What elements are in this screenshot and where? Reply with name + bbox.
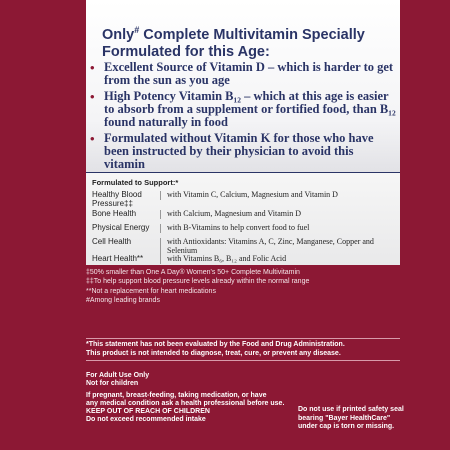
warning-reach: KEEP OUT OF REACH OF CHILDREN [86, 408, 210, 415]
benefit-text: Excellent Source of Vitamin D – which is harder to get from the sun as you age [104, 60, 394, 87]
warning-adult: For Adult Use Only [86, 372, 150, 379]
warnings [86, 372, 286, 424]
support-value: with Vitamin C, Calcium, Magnesium and Vitamin D [160, 191, 401, 200]
seal-warning [298, 406, 418, 432]
warning-pregnant: any medical condition ask a health professional before use. [86, 400, 285, 407]
seal-line: under cap is torn or missing. [298, 423, 395, 430]
benefit-list [90, 61, 396, 174]
fda-line: *This statement has not been evaluated by the Food and Drug Administration. [86, 341, 345, 348]
support-value: with Calcium, Magnesium and Vitamin D [160, 210, 401, 219]
support-value: with B-Vitamins to help convert food to fuel [160, 224, 401, 233]
warning-pregnant: If pregnant, breast-feeding, taking medication, or have [86, 392, 267, 399]
footnote: **Not a replacement for heart medications [86, 287, 216, 295]
support-label: Healthy Blood Pressure‡‡ [92, 190, 142, 208]
bullet-icon: • [90, 131, 95, 146]
footnote: #Among leading brands [86, 297, 160, 305]
support-heading: Formulated to Support:* [92, 178, 179, 187]
support-label: Physical Energy [92, 223, 150, 232]
footnote: ‡‡To help support blood pressure levels already within the normal range [86, 278, 310, 286]
benefit-item [90, 61, 396, 87]
benefit-item [90, 132, 396, 171]
support-table [86, 172, 400, 265]
bullet-icon: • [90, 89, 95, 104]
support-label: Heart Health** [92, 254, 144, 263]
footnote: ‡50% smaller than One A Day® Women's 50+ Complete Multivitamin [86, 269, 300, 276]
warning-dose: Do not exceed recommended intake [86, 416, 206, 423]
warning-children: Not for children [86, 380, 139, 387]
benefit-item [90, 90, 396, 129]
support-value: with Antioxidants: Vitamins A, C, Zinc, Manganese, Copper and Selenium [160, 238, 401, 255]
headline-text-rest: Complete Multivitamin Specially Formulated for this Age: [102, 26, 365, 60]
support-label: Bone Health [92, 209, 137, 218]
support-label: Cell Health [92, 237, 132, 246]
benefit-text: Formulated without Vitamin K for those who have been instructed by their physician to avoid this vitamin [104, 131, 374, 171]
footnotes [86, 268, 400, 306]
seal-line: bearing "Bayer HealthCare" [298, 414, 391, 422]
claims-panel [86, 0, 400, 172]
benefit-text: High Potency Vitamin B₁₂ – which at this age is easier to absorb from a supplement or fortified food, than B₁₂ found naturally in food [104, 89, 396, 129]
seal-line: Do not use if printed safety seal [298, 406, 404, 413]
fda-line: This product is not intended to diagnose, treat, cure, or prevent any disease. [86, 349, 341, 357]
headline-mark: # [134, 25, 140, 35]
headline-text: Only [102, 26, 135, 43]
bullet-icon: • [90, 60, 95, 75]
support-value: with Vitamins B₆, B₁₂ and Folic Acid [160, 255, 401, 264]
headline [102, 22, 392, 61]
fda-statement [86, 338, 400, 361]
